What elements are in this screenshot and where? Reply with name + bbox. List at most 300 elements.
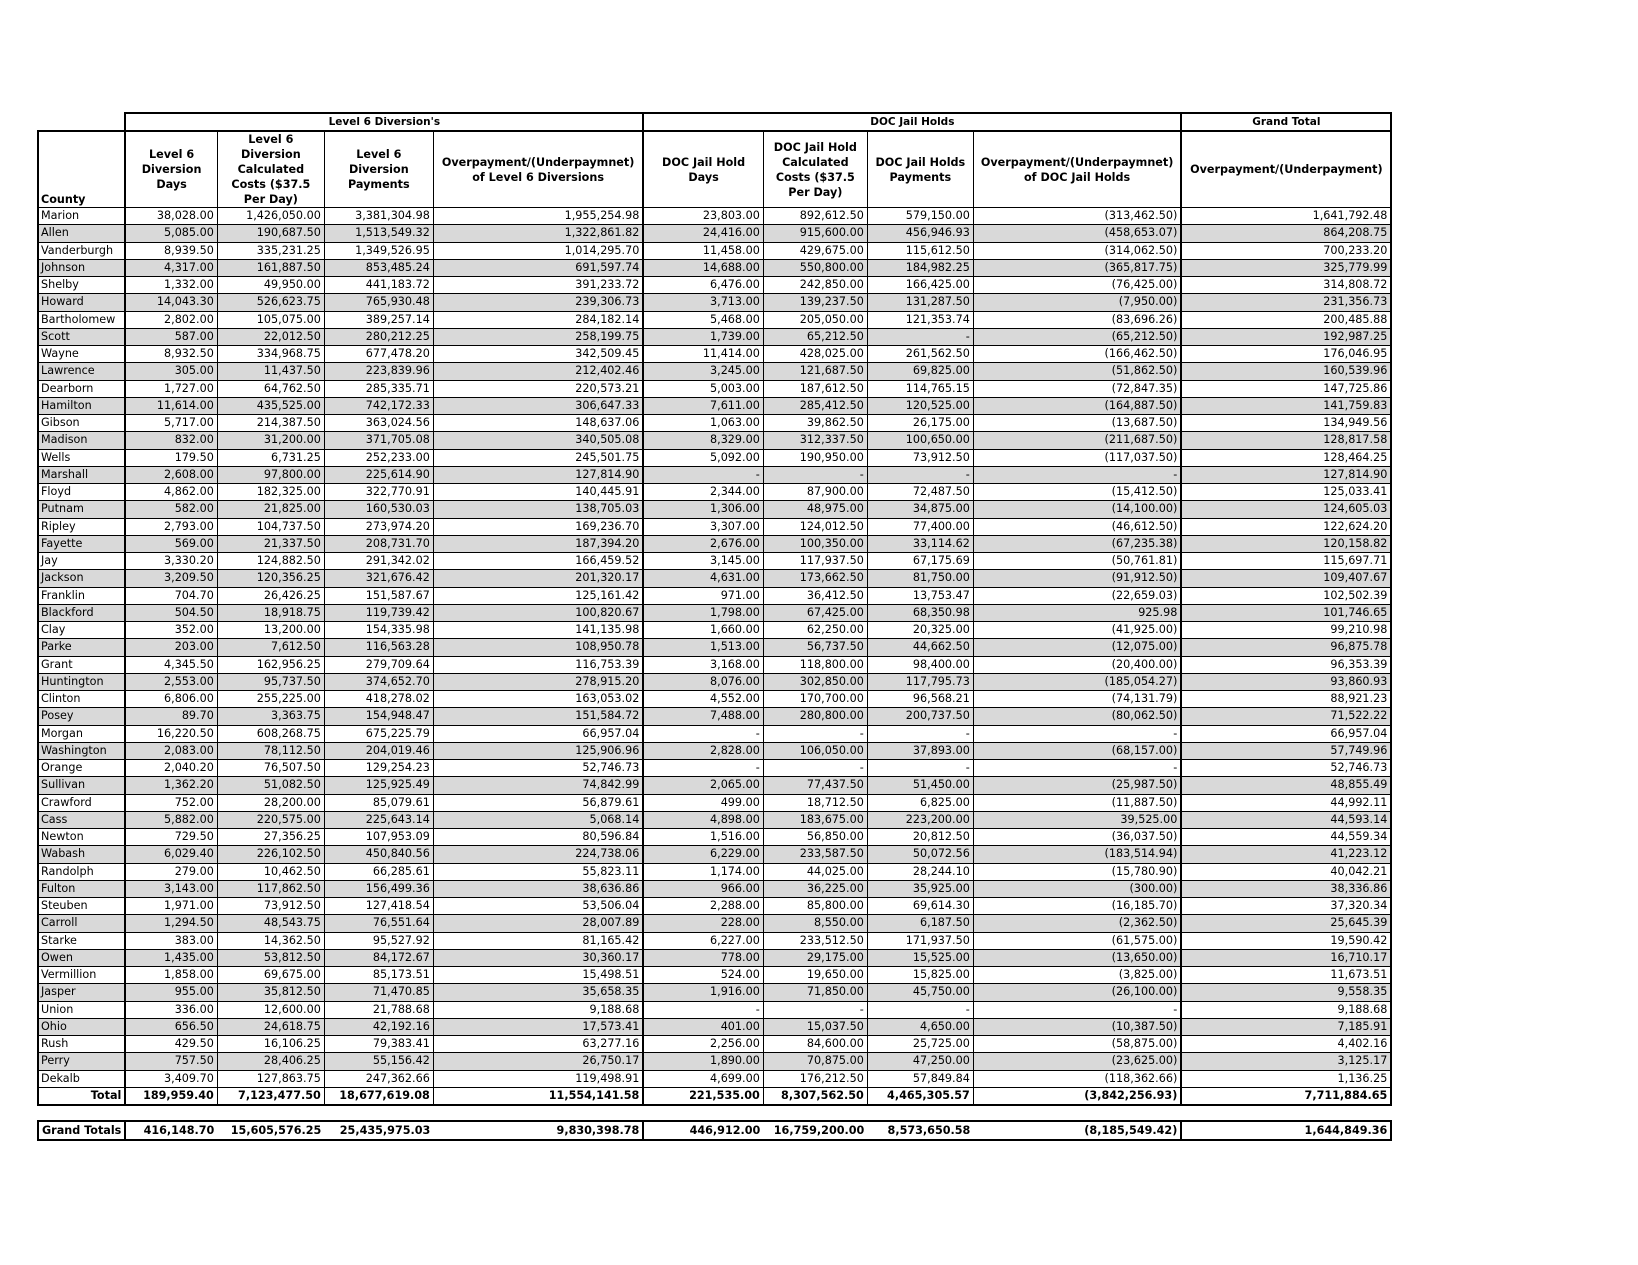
cell-l6-days: 656.50 [125,1018,217,1035]
cell-doc-overpayment: (61,575.00) [973,932,1181,949]
cell-doc-payments: 98,400.00 [867,656,973,673]
cell-l6-payments: 441,183.72 [324,277,433,294]
cell-grand-overpayment: 44,559.34 [1181,829,1391,846]
cell-doc-costs: 285,412.50 [763,397,867,414]
total-cell: 4,465,305.57 [867,1087,973,1105]
cell-grand-overpayment: 124,605.03 [1181,501,1391,518]
cell-l6-costs: 12,600.00 [217,1001,324,1018]
total-cell: 18,677,619.08 [324,1087,433,1105]
table-row [38,311,1391,328]
cell-doc-costs: 176,212.50 [763,1070,867,1087]
cell-county: Wayne [38,346,125,363]
table-row [38,604,1391,621]
cell-doc-overpayment: (46,612.50) [973,518,1181,535]
cell-l6-costs: 105,075.00 [217,311,324,328]
cell-doc-days: 14,688.00 [643,259,763,276]
cell-county: Marion [38,208,125,225]
cell-grand-overpayment: 41,223.12 [1181,846,1391,863]
group-grand-header: Grand Total [1181,113,1391,131]
cell-doc-payments: 115,612.50 [867,242,973,259]
cell-county: Bartholomew [38,311,125,328]
cell-grand-overpayment: 115,697.71 [1181,553,1391,570]
cell-l6-overpayment: 224,738.06 [433,846,643,863]
cell-doc-costs: 65,212.50 [763,328,867,345]
cell-doc-payments: 15,525.00 [867,949,973,966]
cell-grand-overpayment: 19,590.42 [1181,932,1391,949]
table-row [38,708,1391,725]
cell-doc-payments: - [867,1001,973,1018]
cell-doc-costs: 29,175.00 [763,949,867,966]
cell-doc-days: 3,307.00 [643,518,763,535]
col-l6-payments: Level 6 Diversion Payments [324,131,433,208]
cell-grand-overpayment: 9,188.68 [1181,1001,1391,1018]
cell-l6-costs: 48,543.75 [217,915,324,932]
cell-doc-costs: 71,850.00 [763,984,867,1001]
cell-doc-days: 6,476.00 [643,277,763,294]
cell-grand-overpayment: 37,320.34 [1181,898,1391,915]
cell-l6-overpayment: 125,906.96 [433,742,643,759]
cell-county: Union [38,1001,125,1018]
cell-doc-days: - [643,725,763,742]
cell-county: Vermillion [38,967,125,984]
cell-doc-costs: - [763,466,867,483]
cell-county: Washington [38,742,125,759]
table-row [38,570,1391,587]
cell-grand-overpayment: 3,125.17 [1181,1053,1391,1070]
table-row [38,242,1391,259]
cell-l6-payments: 371,705.08 [324,432,433,449]
table-row [38,466,1391,483]
cell-doc-payments: 121,353.74 [867,311,973,328]
cell-doc-days: 23,803.00 [643,208,763,225]
cell-l6-days: 2,793.00 [125,518,217,535]
cell-l6-overpayment: 1,014,295.70 [433,242,643,259]
cell-doc-days: 7,488.00 [643,708,763,725]
cell-l6-payments: 1,513,549.32 [324,225,433,242]
cell-l6-costs: 220,575.00 [217,811,324,828]
cell-doc-days: 2,828.00 [643,742,763,759]
table-row [38,811,1391,828]
cell-l6-overpayment: 63,277.16 [433,1036,643,1053]
cell-doc-days: 1,174.00 [643,863,763,880]
cell-doc-costs: 117,937.50 [763,553,867,570]
cell-doc-payments: 20,325.00 [867,622,973,639]
cell-doc-payments: 69,825.00 [867,363,973,380]
cell-doc-overpayment: (23,625.00) [973,1053,1181,1070]
col-doc-costs: DOC Jail Hold Calculated Costs ($37.5 Per Day) [763,131,867,208]
cell-county: Rush [38,1036,125,1053]
cell-grand-overpayment: 99,210.98 [1181,622,1391,639]
table-row [38,915,1391,932]
cell-doc-overpayment: (3,825.00) [973,967,1181,984]
cell-doc-days: 5,092.00 [643,449,763,466]
cell-doc-payments: 114,765.15 [867,380,973,397]
table-row [38,846,1391,863]
cell-l6-costs: 435,525.00 [217,397,324,414]
cell-l6-overpayment: 258,199.75 [433,328,643,345]
total-row [38,1087,1391,1105]
cell-county: Sullivan [38,777,125,794]
cell-l6-overpayment: 127,814.90 [433,466,643,483]
cell-l6-costs: 161,887.50 [217,259,324,276]
cell-county: Newton [38,829,125,846]
group-header-row [38,113,1391,131]
cell-l6-costs: 35,812.50 [217,984,324,1001]
cell-doc-costs: 170,700.00 [763,691,867,708]
cell-doc-overpayment: (20,400.00) [973,656,1181,673]
cell-doc-overpayment: (10,387.50) [973,1018,1181,1035]
cell-l6-overpayment: 30,360.17 [433,949,643,966]
cell-doc-overpayment: (365,817.75) [973,259,1181,276]
cell-l6-costs: 76,507.50 [217,760,324,777]
cell-doc-costs: - [763,725,867,742]
cell-county: Clinton [38,691,125,708]
cell-l6-payments: 322,770.91 [324,484,433,501]
cell-grand-overpayment: 52,746.73 [1181,760,1391,777]
cell-doc-days: 11,458.00 [643,242,763,259]
col-l6-days: Level 6 Diversion Days [125,131,217,208]
cell-l6-days: 8,932.50 [125,346,217,363]
cell-doc-days: 1,063.00 [643,415,763,432]
cell-l6-overpayment: 239,306.73 [433,294,643,311]
cell-county: Jasper [38,984,125,1001]
cell-doc-payments: 44,662.50 [867,639,973,656]
cell-doc-costs: 44,025.00 [763,863,867,880]
cell-l6-payments: 742,172.33 [324,397,433,414]
cell-l6-payments: 279,709.64 [324,656,433,673]
cell-l6-payments: 160,530.03 [324,501,433,518]
cell-doc-overpayment: (67,235.38) [973,535,1181,552]
cell-doc-costs: 124,012.50 [763,518,867,535]
cell-grand-overpayment: 122,624.20 [1181,518,1391,535]
cell-doc-overpayment: 39,525.00 [973,811,1181,828]
cell-l6-payments: 204,019.46 [324,742,433,759]
cell-doc-overpayment: (80,062.50) [973,708,1181,725]
cell-county: Shelby [38,277,125,294]
cell-l6-overpayment: 306,647.33 [433,397,643,414]
cell-l6-days: 6,029.40 [125,846,217,863]
table-row [38,449,1391,466]
cell-doc-costs: - [763,760,867,777]
cell-l6-days: 336.00 [125,1001,217,1018]
table-row [38,777,1391,794]
cell-doc-costs: 18,712.50 [763,794,867,811]
cell-doc-costs: 70,875.00 [763,1053,867,1070]
cell-doc-overpayment: (15,412.50) [973,484,1181,501]
table-row [38,259,1391,276]
cell-l6-costs: 214,387.50 [217,415,324,432]
cell-grand-overpayment: 325,779.99 [1181,259,1391,276]
cell-l6-overpayment: 80,596.84 [433,829,643,846]
cell-doc-costs: 312,337.50 [763,432,867,449]
cell-l6-days: 305.00 [125,363,217,380]
cell-doc-payments: 47,250.00 [867,1053,973,1070]
cell-county: Ripley [38,518,125,535]
col-l6-costs: Level 6 Diversion Calculated Costs ($37.5 Per Day) [217,131,324,208]
cell-doc-payments: 67,175.69 [867,553,973,570]
cell-doc-costs: 84,600.00 [763,1036,867,1053]
cell-county: Marshall [38,466,125,483]
cell-l6-overpayment: 53,506.04 [433,898,643,915]
cell-doc-days: 1,513.00 [643,639,763,656]
cell-doc-payments: 261,562.50 [867,346,973,363]
cell-l6-days: 8,939.50 [125,242,217,259]
cell-doc-payments: 34,875.00 [867,501,973,518]
table-row [38,691,1391,708]
cell-doc-overpayment: (91,912.50) [973,570,1181,587]
total-cell: 221,535.00 [643,1087,763,1105]
cell-county: Owen [38,949,125,966]
cell-county: Starke [38,932,125,949]
table-body [38,208,1391,1088]
cell-l6-days: 5,717.00 [125,415,217,432]
cell-l6-costs: 21,337.50 [217,535,324,552]
cell-doc-costs: 19,650.00 [763,967,867,984]
cell-doc-payments: 50,072.56 [867,846,973,863]
cell-doc-overpayment: (458,653.07) [973,225,1181,242]
cell-l6-days: 3,330.20 [125,553,217,570]
cell-grand-overpayment: 9,558.35 [1181,984,1391,1001]
cell-county: Huntington [38,673,125,690]
cell-doc-payments: 51,450.00 [867,777,973,794]
cell-l6-overpayment: 342,509.45 [433,346,643,363]
cell-doc-days: 11,414.00 [643,346,763,363]
cell-doc-overpayment: (313,462.50) [973,208,1181,225]
table-row [38,967,1391,984]
table-row [38,432,1391,449]
cell-l6-days: 1,435.00 [125,949,217,966]
cell-doc-overpayment: (83,696.26) [973,311,1181,328]
cell-l6-overpayment: 163,053.02 [433,691,643,708]
cell-doc-payments: 456,946.93 [867,225,973,242]
cell-doc-overpayment: (74,131.79) [973,691,1181,708]
cell-county: Allen [38,225,125,242]
cell-l6-days: 14,043.30 [125,294,217,311]
cell-l6-overpayment: 119,498.91 [433,1070,643,1087]
cell-county: Lawrence [38,363,125,380]
table-row [38,863,1391,880]
cell-doc-costs: 428,025.00 [763,346,867,363]
cell-l6-overpayment: 52,746.73 [433,760,643,777]
table-row [38,346,1391,363]
cell-l6-payments: 208,731.70 [324,535,433,552]
cell-l6-overpayment: 151,584.72 [433,708,643,725]
cell-l6-days: 832.00 [125,432,217,449]
table-row [38,760,1391,777]
cell-doc-days: 966.00 [643,880,763,897]
cell-county: Morgan [38,725,125,742]
cell-l6-payments: 119,739.42 [324,604,433,621]
table-row [38,742,1391,759]
cell-county: Crawford [38,794,125,811]
cell-doc-costs: 242,850.00 [763,277,867,294]
cell-county: Dekalb [38,1070,125,1087]
cell-l6-payments: 765,930.48 [324,294,433,311]
cell-doc-overpayment: (211,687.50) [973,432,1181,449]
cell-doc-payments: 35,925.00 [867,880,973,897]
cell-l6-days: 3,143.00 [125,880,217,897]
cell-l6-overpayment: 56,879.61 [433,794,643,811]
cell-grand-overpayment: 176,046.95 [1181,346,1391,363]
cell-l6-costs: 255,225.00 [217,691,324,708]
cell-doc-days: 524.00 [643,967,763,984]
cell-grand-overpayment: 101,746.65 [1181,604,1391,621]
cell-doc-overpayment: (117,037.50) [973,449,1181,466]
cell-l6-payments: 154,335.98 [324,622,433,639]
cell-doc-payments: 184,982.25 [867,259,973,276]
cell-grand-overpayment: 102,502.39 [1181,587,1391,604]
cell-county: Carroll [38,915,125,932]
cell-doc-payments: 77,400.00 [867,518,973,535]
cell-doc-overpayment: (2,362.50) [973,915,1181,932]
cell-l6-payments: 85,079.61 [324,794,433,811]
cell-l6-costs: 335,231.25 [217,242,324,259]
cell-doc-payments: 120,525.00 [867,397,973,414]
cell-doc-overpayment: - [973,725,1181,742]
cell-l6-payments: 247,362.66 [324,1070,433,1087]
cell-doc-days: 4,631.00 [643,570,763,587]
cell-l6-payments: 127,418.54 [324,898,433,915]
cell-doc-payments: 37,893.00 [867,742,973,759]
cell-doc-costs: 48,975.00 [763,501,867,518]
cell-l6-days: 383.00 [125,932,217,949]
cell-l6-payments: 291,342.02 [324,553,433,570]
cell-l6-payments: 85,173.51 [324,967,433,984]
cell-l6-days: 729.50 [125,829,217,846]
cell-doc-overpayment: (50,761.81) [973,553,1181,570]
cell-doc-days: 4,552.00 [643,691,763,708]
table-row [38,553,1391,570]
cell-l6-payments: 66,285.61 [324,863,433,880]
total-cell: 8,307,562.50 [763,1087,867,1105]
cell-doc-costs: 8,550.00 [763,915,867,932]
cell-doc-days: 1,890.00 [643,1053,763,1070]
cell-doc-payments: 73,912.50 [867,449,973,466]
cell-l6-days: 569.00 [125,535,217,552]
cell-county: Posey [38,708,125,725]
cell-doc-days: 3,245.00 [643,363,763,380]
cell-doc-payments: 81,750.00 [867,570,973,587]
cell-doc-payments: 25,725.00 [867,1036,973,1053]
cell-county: Parke [38,639,125,656]
cell-doc-costs: 62,250.00 [763,622,867,639]
cell-county: Floyd [38,484,125,501]
cell-county: Madison [38,432,125,449]
cell-grand-overpayment: 160,539.96 [1181,363,1391,380]
cell-doc-costs: 85,800.00 [763,898,867,915]
cell-l6-costs: 28,406.25 [217,1053,324,1070]
cell-l6-overpayment: 26,750.17 [433,1053,643,1070]
cell-doc-days: 5,468.00 [643,311,763,328]
table-row [38,1001,1391,1018]
cell-doc-overpayment: (12,075.00) [973,639,1181,656]
cell-l6-costs: 64,762.50 [217,380,324,397]
cell-doc-payments: 117,795.73 [867,673,973,690]
cell-l6-costs: 53,812.50 [217,949,324,966]
table-row [38,656,1391,673]
cell-doc-days: 401.00 [643,1018,763,1035]
cell-doc-costs: 56,850.00 [763,829,867,846]
table-row [38,535,1391,552]
cell-grand-overpayment: 48,855.49 [1181,777,1391,794]
cell-doc-days: 8,076.00 [643,673,763,690]
cell-l6-payments: 21,788.68 [324,1001,433,1018]
cell-grand-overpayment: 44,593.14 [1181,811,1391,828]
cell-grand-overpayment: 57,749.96 [1181,742,1391,759]
table-row [38,1036,1391,1053]
cell-county: Cass [38,811,125,828]
cell-l6-payments: 55,156.42 [324,1053,433,1070]
cell-l6-days: 16,220.50 [125,725,217,742]
cell-doc-days: 8,329.00 [643,432,763,449]
cell-doc-overpayment: (76,425.00) [973,277,1181,294]
cell-l6-costs: 13,200.00 [217,622,324,639]
cell-l6-overpayment: 28,007.89 [433,915,643,932]
table-row [38,484,1391,501]
cell-doc-costs: 106,050.00 [763,742,867,759]
cell-l6-payments: 374,652.70 [324,673,433,690]
group-level6-header: Level 6 Diversion's [125,113,643,131]
cell-doc-overpayment: - [973,1001,1181,1018]
cell-county: Scott [38,328,125,345]
cell-doc-days: - [643,760,763,777]
grand-totals-row [38,1121,1391,1140]
cell-l6-overpayment: 187,394.20 [433,535,643,552]
cell-doc-overpayment: (72,847.35) [973,380,1181,397]
table-row [38,587,1391,604]
cell-l6-days: 203.00 [125,639,217,656]
cell-doc-days: - [643,1001,763,1018]
cell-grand-overpayment: 25,645.39 [1181,915,1391,932]
cell-l6-payments: 107,953.09 [324,829,433,846]
cell-l6-costs: 526,623.75 [217,294,324,311]
cell-l6-payments: 285,335.71 [324,380,433,397]
cell-doc-overpayment: (41,925.00) [973,622,1181,639]
cell-doc-costs: 173,662.50 [763,570,867,587]
table-row [38,380,1391,397]
total-cell: (3,842,256.93) [973,1087,1181,1105]
table-row [38,415,1391,432]
cell-doc-payments: 45,750.00 [867,984,973,1001]
cell-l6-overpayment: 691,597.74 [433,259,643,276]
cell-county: Blackford [38,604,125,621]
cell-l6-days: 4,345.50 [125,656,217,673]
cell-doc-payments: - [867,725,973,742]
cell-l6-costs: 162,956.25 [217,656,324,673]
cell-doc-payments: 26,175.00 [867,415,973,432]
grand-totals-cell: 446,912.00 [643,1121,763,1140]
cell-doc-costs: 118,800.00 [763,656,867,673]
cell-doc-days: 2,256.00 [643,1036,763,1053]
cell-doc-costs: 205,050.00 [763,311,867,328]
table-row [38,794,1391,811]
cell-l6-overpayment: 1,955,254.98 [433,208,643,225]
cell-l6-overpayment: 284,182.14 [433,311,643,328]
cell-l6-overpayment: 138,705.03 [433,501,643,518]
cell-l6-payments: 95,527.92 [324,932,433,949]
cell-doc-overpayment: (51,862.50) [973,363,1181,380]
cell-grand-overpayment: 109,407.67 [1181,570,1391,587]
cell-l6-days: 3,409.70 [125,1070,217,1087]
cell-doc-overpayment: (14,100.00) [973,501,1181,518]
cell-doc-costs: 56,737.50 [763,639,867,656]
cell-l6-payments: 321,676.42 [324,570,433,587]
cell-grand-overpayment: 1,641,792.48 [1181,208,1391,225]
cell-l6-days: 179.50 [125,449,217,466]
cell-l6-days: 955.00 [125,984,217,1001]
table-row [38,932,1391,949]
cell-doc-costs: 187,612.50 [763,380,867,397]
